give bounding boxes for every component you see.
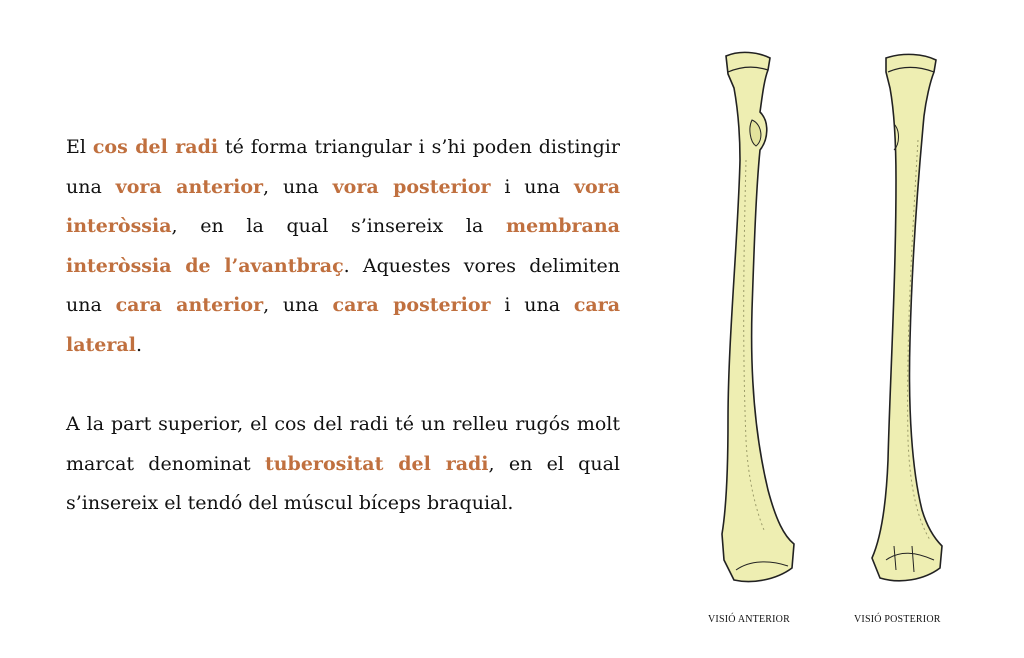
- term-cara-lateral: cara lateral: [66, 294, 621, 356]
- term-cara-posterior: cara posterior: [332, 294, 491, 316]
- caption-visio-anterior: VISIÓ ANTERIOR: [708, 614, 790, 625]
- body-text: [66, 128, 620, 564]
- term-vora-interossia: vora interòssia: [66, 175, 621, 237]
- text-run: , en la qual s’insereix la: [171, 215, 506, 237]
- radius-bones-svg: [690, 40, 990, 600]
- text-run: El: [66, 136, 93, 158]
- radius-illustration: [690, 40, 990, 640]
- text-run: , una: [263, 294, 333, 316]
- caption-visio-posterior: VISIÓ POSTERIOR: [854, 614, 941, 625]
- paragraph-tuberosity-description: [66, 405, 620, 524]
- term-membrana-interossia: membrana interòssia de l’avantbraç: [66, 215, 620, 277]
- text-run: i una: [490, 175, 574, 198]
- radius-posterior-shape: [872, 54, 942, 580]
- text-run: té forma triangular i s’hi poden distingir una: [66, 136, 620, 198]
- term-tuberositat-del-radi: tuberositat del radi: [264, 452, 489, 475]
- paragraph-shaft-description: [66, 128, 620, 365]
- radius-anterior-view: [722, 52, 794, 581]
- term-cara-anterior: cara anterior: [115, 294, 264, 316]
- text-run: , una: [263, 175, 333, 198]
- text-run: i una: [490, 294, 574, 316]
- text-run: A la part superior, el cos del radi té un relleu rugós molt marcat denominat: [66, 413, 620, 475]
- text-run: , en el qual s’insereix el tendó del múscul bíceps braquial.: [66, 452, 620, 514]
- radius-posterior-view: [872, 54, 942, 580]
- term-vora-posterior: vora posterior: [332, 175, 491, 198]
- text-run: .: [135, 333, 142, 356]
- term-cos-del-radi: cos del radi: [92, 136, 219, 158]
- term-vora-anterior: vora anterior: [115, 175, 264, 198]
- text-run: . Aquestes vores delimiten una: [66, 254, 620, 316]
